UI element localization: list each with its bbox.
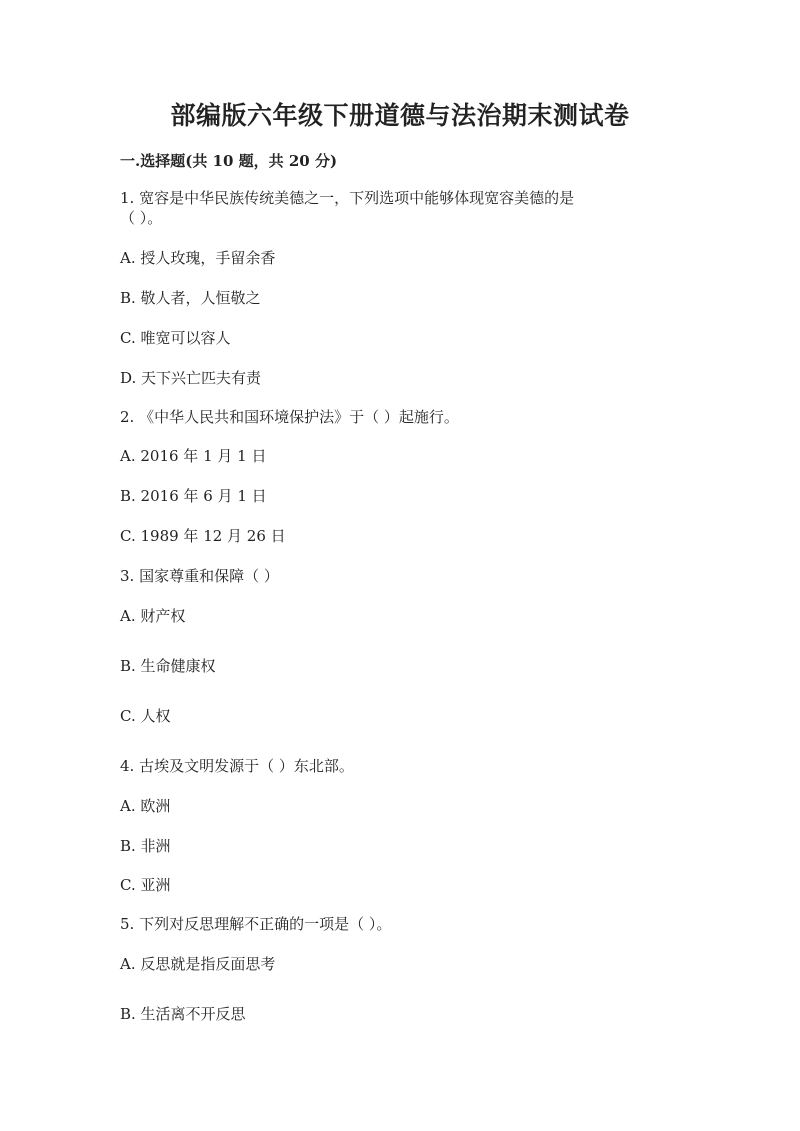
question-1-option-c: C. 唯宽可以容人 [120,329,231,347]
question-5-option-b: B. 生活离不开反思 [120,1005,246,1023]
question-5-stem: 5. 下列对反思理解不正确的一项是（ ）。 [120,915,392,933]
question-1-stem-line-2: （ ）。 [120,209,163,227]
question-5-option-a: A. 反思就是指反面思考 [120,955,276,973]
question-3-stem: 3. 国家尊重和保障（ ） [120,567,279,585]
question-4-option-b: B. 非洲 [120,837,171,855]
question-2-stem: 2. 《中华人民共和国环境保护法》于（ ）起施行。 [120,408,459,426]
question-1-option-b: B. 敬人者，人恒敬之 [120,289,261,307]
section-heading: 一.选择题(共 10 题，共 20 分) [120,152,338,170]
question-2-option-a: A. 2016 年 1 月 1 日 [120,447,267,465]
question-1-option-a: A. 授人玫瑰，手留余香 [120,249,276,267]
question-1-option-d: D. 天下兴亡匹夫有责 [120,369,262,387]
question-1-stem-line-1: 1. 宽容是中华民族传统美德之一，下列选项中能够体现宽容美德的是 [120,189,575,207]
question-3-option-b: B. 生命健康权 [120,657,216,675]
question-4-option-c: C. 亚洲 [120,876,171,894]
question-4-stem: 4. 古埃及文明发源于（ ）东北部。 [120,757,354,775]
question-3-option-a: A. 财产权 [120,607,186,625]
question-2-option-c: C. 1989 年 12 月 26 日 [120,527,286,545]
question-3-option-c: C. 人权 [120,707,171,725]
question-4-option-a: A. 欧洲 [120,797,171,815]
page-title: 部编版六年级下册道德与法治期末测试卷 [170,101,630,130]
question-2-option-b: B. 2016 年 6 月 1 日 [120,487,267,505]
